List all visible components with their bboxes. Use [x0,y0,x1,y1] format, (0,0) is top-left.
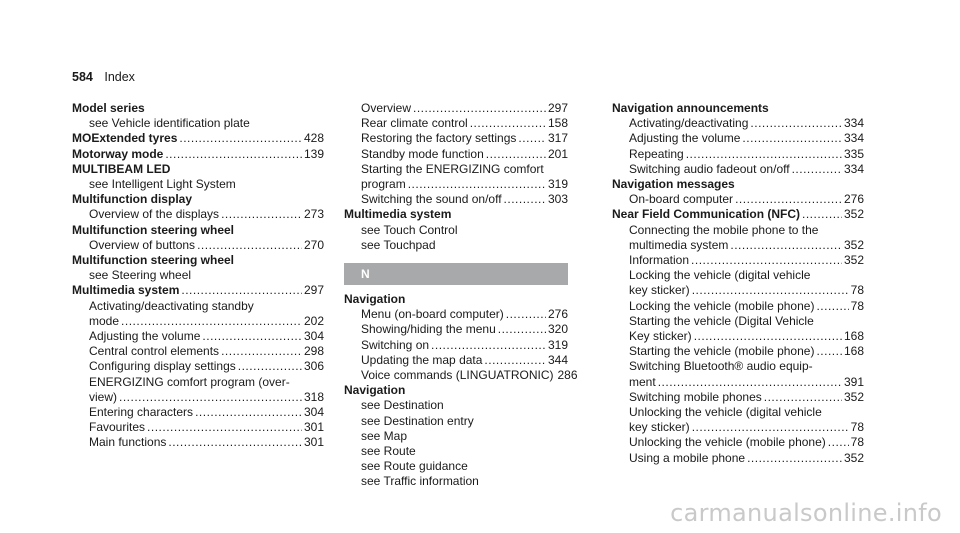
index-entry [72,283,324,298]
leader-dots [518,131,546,146]
entry-text: Standby mode function [361,146,484,161]
index-subentry [72,329,324,344]
index-entry [72,192,324,207]
page-ref: 319 [547,177,568,192]
leader-dots [658,375,842,390]
entry-text: see Touchpad [361,237,436,252]
index-entry [72,131,324,146]
entry-text: multimedia system [629,237,729,252]
index-subentry [612,283,864,298]
page-ref: 78 [850,420,864,435]
index-subentry [72,314,324,329]
page-ref: 391 [843,374,864,389]
page-ref: 202 [303,313,324,328]
entry-text: Using a mobile phone [629,450,746,465]
entry-text: Switching audio fadeout on/off [629,161,790,176]
page-ref: 276 [547,307,568,322]
leader-dots [221,344,302,359]
index-entry [72,223,324,238]
index-subentry [344,238,568,253]
index-subentry [72,405,324,420]
index-subentry [612,223,864,238]
leader-dots [792,162,842,177]
index-subentry [612,375,864,390]
page-ref: 318 [303,389,324,404]
index-entry [344,207,568,222]
entry-text: Adjusting the volume [629,131,741,146]
index-column-2 [344,101,578,490]
entry-text: ment [629,374,656,389]
entry-text: Multifunction steering wheel [72,222,235,237]
index-subentry [612,238,864,253]
leader-dots [179,131,302,146]
index-entry [612,101,864,116]
leader-dots [742,131,842,146]
entry-text: Navigation announcements [612,101,769,115]
entry-text: Updating the map data [361,352,483,367]
page-ref: 317 [547,131,568,146]
entry-text: MULTIBEAM LED [72,161,171,176]
page-ref: 297 [303,283,324,298]
index-subentry [344,177,568,192]
page-ref: 352 [843,237,864,252]
index-subentry [72,420,324,435]
index-subentry [344,398,568,413]
leader-dots [238,359,302,374]
entry-text: Multifunction steering wheel [72,253,235,268]
entry-text: see Intelligent Light System [89,177,236,192]
page-ref: 201 [547,146,568,161]
index-subentry [344,307,568,322]
leader-dots [730,238,842,253]
index-subentry [612,314,864,329]
index-column-3 [612,101,864,466]
entry-text: Overview [361,101,412,115]
entry-text: Switching the sound on/off [361,192,502,207]
leader-dots [168,435,302,450]
entry-text: Starting the vehicle (mobile phone) [629,344,815,359]
entry-text: see Vehicle identification plate [89,116,250,131]
index-subentry [72,207,324,222]
entry-text: Central control elements [89,344,220,359]
entry-text: Starting the vehicle (Digital Vehicle [629,313,814,328]
page-ref: 334 [843,116,864,131]
leader-dots [221,207,302,222]
entry-text: Switching mobile phones [629,389,762,404]
page-number: 584 [72,70,93,84]
index-subentry [344,192,568,207]
index-subentry [612,162,864,177]
index-subentry [612,299,864,314]
leader-dots [408,177,546,192]
leader-dots [119,390,302,405]
entry-text: see Destination [361,398,444,413]
page-ref: 139 [303,146,324,161]
entry-text: Multimedia system [344,207,452,222]
leader-dots [165,147,302,162]
leader-dots [484,353,546,368]
index-subentry [72,375,324,390]
page-header [72,70,135,84]
entry-text: Multimedia system [72,283,180,298]
page-ref: 304 [303,329,324,344]
index-subentry [344,459,568,474]
leader-dots [147,420,302,435]
index-subentry [72,299,324,314]
page-ref: 319 [547,337,568,352]
page-ref: 304 [303,405,324,420]
index-entry [344,383,568,398]
entry-text: view) [89,389,118,404]
index-entry [72,101,324,116]
leader-dots [121,314,302,329]
page-ref: 78 [850,283,864,298]
entry-text: key sticker) [629,420,690,435]
entry-text: Switching on [361,337,430,352]
index-entry [612,177,864,192]
entry-text: Restoring the factory settings [361,131,517,146]
entry-text: key sticker) [629,283,690,298]
page-ref: 276 [843,192,864,207]
leader-dots [686,147,842,162]
entry-text: MOExtended tyres [72,131,178,146]
leader-dots [816,299,848,314]
page-ref: 158 [547,116,568,131]
watermark: carmanualsonline.info [670,499,942,527]
index-subentry [72,390,324,405]
page-ref: 270 [303,237,324,252]
index-subentry [344,474,568,489]
page-ref: 320 [547,322,568,337]
page-ref: 352 [843,389,864,404]
index-entry [72,162,324,177]
index-subentry [72,359,324,374]
leader-dots [504,192,546,207]
page-ref: 78 [850,298,864,313]
entry-text: Locking the vehicle (mobile phone) [629,298,815,313]
entry-text: Navigation [344,383,406,398]
leader-dots [694,329,842,344]
entry-text: Menu (on-board computer) [361,307,504,322]
entry-text: Unlocking the vehicle (mobile phone) [629,435,826,450]
page-ref: 78 [850,435,864,450]
entry-text: see Steering wheel [89,268,192,283]
index-subentry [72,435,324,450]
entry-text: Repeating [629,146,684,161]
index-subentry [612,268,864,283]
index-subentry [344,414,568,429]
index-entry [72,253,324,268]
leader-dots [735,192,842,207]
index-subentry [344,444,568,459]
entry-text: Navigation messages [612,177,735,192]
entry-text: Activating/deactivating standby [89,298,254,313]
leader-dots [413,101,546,116]
page-ref: 428 [303,131,324,146]
page-ref: 298 [303,344,324,359]
page-ref: 168 [843,344,864,359]
entry-text: Unlocking the vehicle (digital vehicle [629,405,822,420]
index-subentry [612,253,864,268]
entry-text: see Map [361,428,408,443]
entry-text: see Destination entry [361,413,474,428]
page-title: Index [104,70,135,84]
index-subentry [72,344,324,359]
leader-dots [195,405,302,420]
index-subentry [612,435,864,450]
page-ref: 344 [547,352,568,367]
entry-text: On-board computer [629,192,734,207]
page-ref: 297 [547,101,568,115]
page-ref: 352 [843,207,864,222]
entry-text: Switching Bluetooth® audio equip- [629,359,813,374]
index-subentry [612,192,864,207]
index-subentry [612,359,864,374]
leader-dots [202,329,302,344]
index-subentry [612,405,864,420]
index-subentry [344,338,568,353]
leader-dots [486,147,546,162]
index-subentry [612,344,864,359]
index-subentry [344,101,568,116]
entry-text: Motorway mode [72,146,164,161]
entry-text: Adjusting the volume [89,329,201,344]
entry-text: Main functions [89,435,167,450]
entry-text: Multifunction display [72,192,192,207]
leader-dots [181,283,302,298]
leader-dots [750,116,842,131]
entry-text: see Route guidance [361,459,468,474]
section-letter-bar: N [344,263,568,285]
entry-text: mode [89,313,120,328]
leader-dots [692,283,849,298]
entry-text: Overview of the displays [89,207,220,222]
entry-text: see Touch Control [361,222,458,237]
page-ref: 352 [843,450,864,465]
entry-text: Configuring display settings [89,359,236,374]
page-ref: 335 [843,146,864,161]
leader-dots [470,116,546,131]
page-ref: 334 [843,131,864,146]
index-subentry [344,162,568,177]
index-subentry [612,131,864,146]
entry-text: see Route [361,444,416,459]
entry-text: Near Field Communication (NFC) [612,207,801,222]
index-subentry [612,390,864,405]
index-subentry [72,177,324,192]
index-subentry [344,322,568,337]
entry-text: Overview of buttons [89,237,196,252]
leader-dots [764,390,842,405]
leader-dots [692,420,849,435]
page-ref: 303 [547,192,568,207]
entry-text: Voice commands (LINGUATRONIC) [361,368,554,383]
index-subentry [344,353,568,368]
index-subentry [612,147,864,162]
entry-text: Showing/hiding the menu [361,322,496,337]
leader-dots [816,344,842,359]
page-ref: 286 [557,368,578,383]
index-subentry [344,116,568,131]
page-ref: 301 [303,435,324,450]
leader-dots [747,451,842,466]
entry-text: Entering characters [89,405,194,420]
entry-text: Locking the vehicle (digital vehicle [629,268,811,283]
leader-dots [498,322,546,337]
index-subentry [344,131,568,146]
page-ref: 301 [303,420,324,435]
entry-text: Activating/deactivating [629,116,749,131]
entry-text: Connecting the mobile phone to the [629,222,819,237]
page-ref: 352 [843,253,864,268]
entry-text: Model series [72,101,145,115]
leader-dots [691,253,842,268]
leader-dots [828,435,849,450]
index-column-1 [72,101,324,451]
entry-text: Key sticker) [629,329,692,344]
entry-text: program [361,177,406,192]
page-ref: 306 [303,359,324,374]
index-subentry [612,116,864,131]
leader-dots [802,207,842,222]
index-subentry [344,223,568,238]
entry-text: Navigation [344,292,406,307]
index-subentry [612,329,864,344]
entry-text: Favourites [89,420,146,435]
page-ref: 334 [843,161,864,176]
index-subentry [344,429,568,444]
entry-text: see Traffic information [361,474,479,489]
entry-text: Starting the ENERGIZING comfort [361,161,544,176]
index-subentry [72,268,324,283]
leader-dots [506,307,546,322]
index-subentry [344,147,568,162]
leader-dots [431,338,546,353]
index-subentry [72,116,324,131]
index-entry [72,147,324,162]
entry-text: Rear climate control [361,116,468,131]
index-subentry [612,451,864,466]
page-ref: 168 [843,329,864,344]
page-ref: 273 [303,207,324,222]
leader-dots [197,238,302,253]
index-subentry [72,238,324,253]
index-subentry [612,420,864,435]
index-entry [612,207,864,222]
entry-text: Information [629,253,690,268]
index-subentry [344,368,578,383]
entry-text: ENERGIZING comfort program (over- [89,374,290,389]
index-entry [344,292,568,307]
